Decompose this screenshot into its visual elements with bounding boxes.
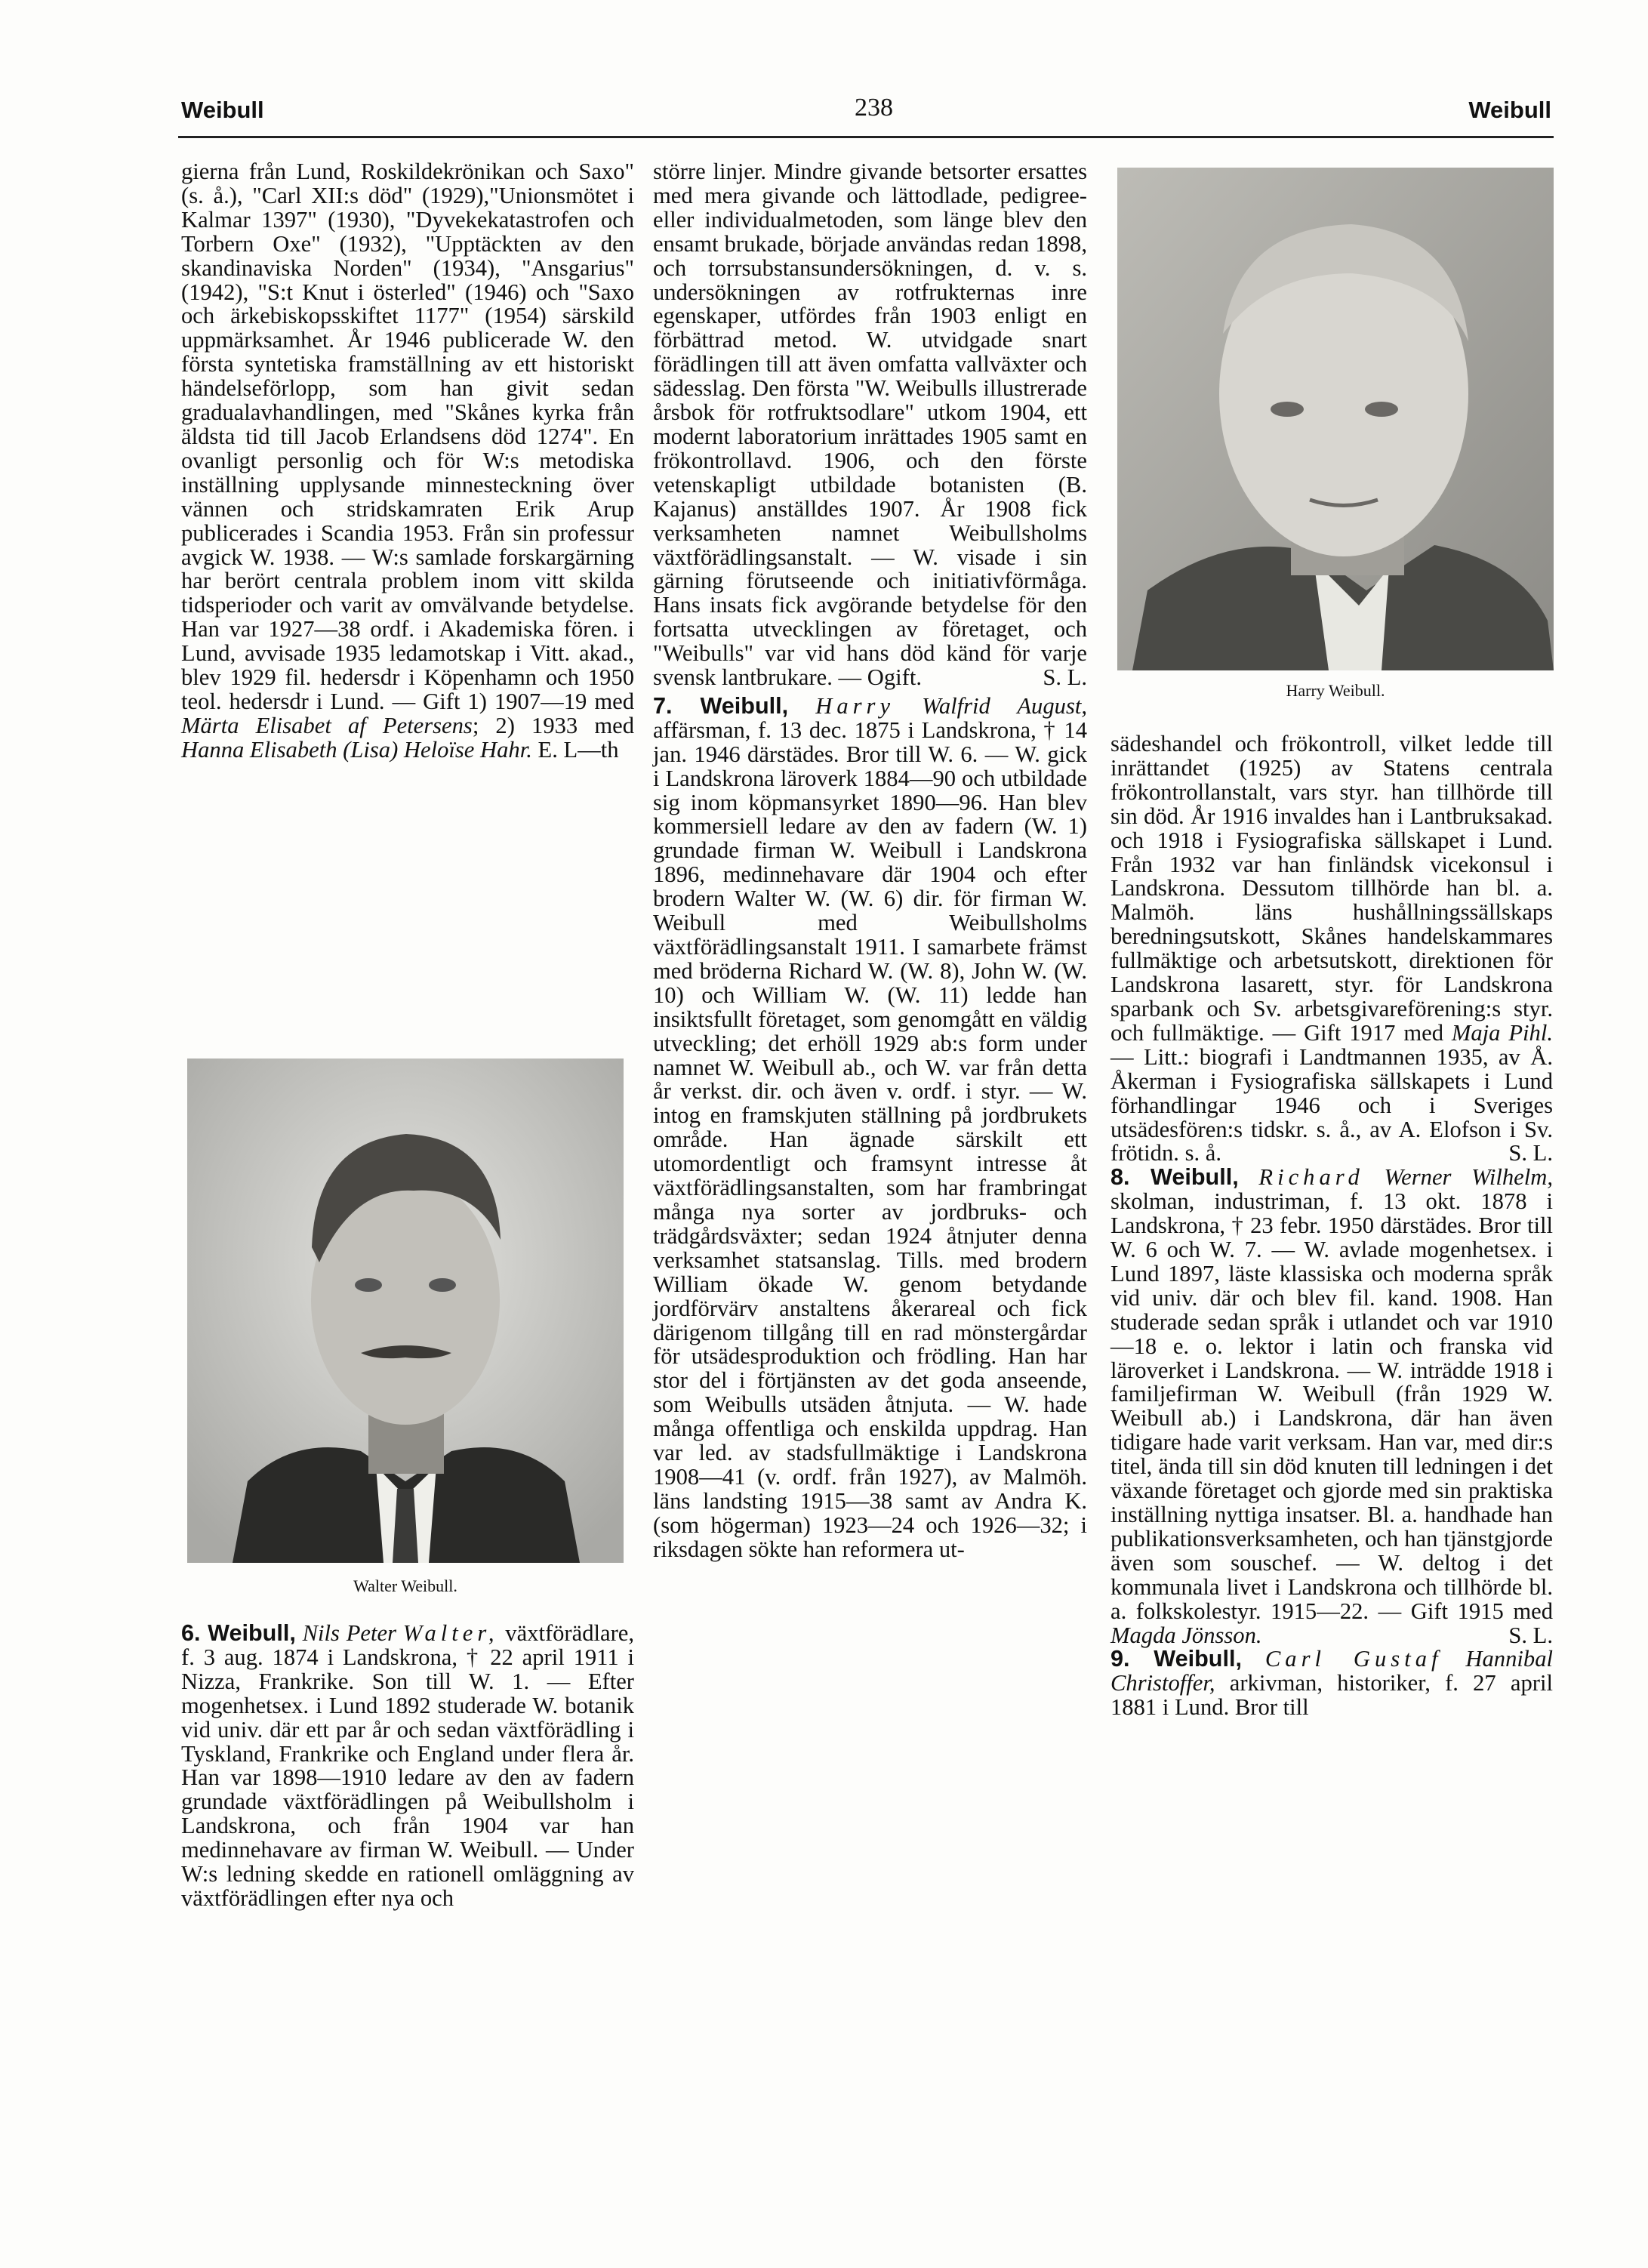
portrait-walter-weibull: [187, 1059, 624, 1563]
signature: S. L.: [1508, 1622, 1553, 1648]
entry-name-callname: Richard: [1258, 1164, 1364, 1191]
entry-6: 6. Weibull, Nils Peter Walter, växtförädlare, f. 3 aug. 1874 i Landskrona, † 22 april 1911 i Nizza, Frankrike. Son till W. 1. — Efter mogenhetsex. i Lund 1892 studerade W. botanik vid univ. där ett par år och sedan växtförädling i Tyskland, Frankrike och England under flera år. Han var 1898—1910 ledare av den av fadern grundade växtförädlingen på Weibullsholm i Landskrona, och från 1904 var han medinnehavare av firman W. Weibull. — Under W:s ledning skedde en rationell omläggning av växtförädlingen efter nya och: [181, 1620, 634, 1911]
spouse-name: Hanna Elisabeth (: [181, 736, 351, 763]
spouse-name: Maja Pihl.: [1451, 1019, 1553, 1046]
caption-walter: Walter Weibull.: [353, 1576, 457, 1595]
column-2: större linjer. Mindre givande betsorter ersattes med mera givande och lättodlade, pedigree- eller individualmetoden, som länge blev den ensamt brukade, började användas redan 1898, och torrsubstansundersökningen, d. v. s. undersökningen av rotfrukternas inre egenskaper, utfördes från 1903 enligt en förbättrad metod. W. utvidgade snart förädlingen till att även omfatta vallväxter och sädesslag. Den första "W. Weibulls illustrerade årsbok för rotfruktsodlare" utkom 1904, ett modernt laboratorium inrättades 1905 samt en frökontrollavd. 1906, och den förste vetenskapligt utbildade botanisten (B. Kajanus) anställdes 1907. År 1908 fick verksamheten namnet Weibullsholms växtförädlingsanstalt. — W. visade i sin gärning förutseende och initiativförmåga. Hans insats fick avgörande betydelse för den fortsatta utvecklingen av företaget, och "Weibulls" var vid hans död känd för varje svensk lantbrukare. — Ogift. S. L. 7. Weibull, Harry Walfrid August, affärsman, f. 13 dec. 1875 i Landskrona, † 14 jan. 1946 därstädes. Bror till W. 6. — W. gick i Landskrona läroverk 1884—90 och utbildade sig inom köpmansyrket 1890—96. Han blev kommersiell ledare av den av fadern (W. 1) grundade firman W. Weibull i Landskrona 1896, medinnehavare där 1904 och efter brodern Walter W. (W. 6) dir. för firman W. Weibull med Weibullsholms växtförädlingsanstalt 1911. I samarbete främst med bröderna Richard W. (W. 8), John W. (W. 10) och William W. (W. 11) ledde han insiktsfullt företaget, som genomgått en väldig utveckling; det erhöll 1929 ab:s form under namnet W. Weibull ab., och W. var från detta år verkst. dir. och även v. ordf. i styr. — W. intog en framskjuten ställning på jordbrukets område. Han ägnade särskilt ett utomordentligt och framsynt intresse åt växtförädlingsanstalten, som har frambringat många nya sorter av jordbruks- och trädgårdsväxter; sedan 1924 åtnjuter denna verksamhet statsanslag. Tills. med brodern William ökade W. genom betydande jordförvärv anstaltens åkerareal och fick därigenom tillgång till en rad mönstergårdar för utsädesproduktion och frödling. Han har stor del i förtjänsten av det goda anseende, som Weibulls utsäden åtnjuta. — W. hade många offentliga och enskilda uppdrag. Han var led. av stadsfullmäktige i Landskrona 1908—41 (v. ordf. från 1927), av Malmöh. läns landsting 1915—38 samt av Andra K. (som högerman) 1923—24 och 1926—32; i riksdagen sökte han reformera ut-: [653, 159, 1087, 1562]
entry-number: 6. Weibull,: [181, 1620, 296, 1646]
header-rule: [178, 136, 1554, 138]
running-head-left: Weibull: [181, 97, 264, 123]
entry-name-callname: Harry: [815, 692, 895, 719]
entry-7: 7. Weibull, Harry Walfrid August, affärsman, f. 13 dec. 1875 i Landskrona, † 14 jan. 1946 därstädes. Bror till W. 6. — W. gick i Landskrona läroverk 1884—90 och utbildade sig inom köpmansyrket 1890—96. Han blev kommersiell ledare av den av fadern (W. 1) grundade firman W. Weibull i Landskrona 1896, medinnehavare där 1904 och efter brodern Walter W. (W. 6) dir. för firman W. Weibull med Weibullsholms växtförädlingsanstalt 1911. I samarbete främst med bröderna Richard W. (W. 8), John W. (W. 10) och William W. (W. 11) ledde han insiktsfullt företaget, som genomgått en väldig utveckling; det erhöll 1929 ab:s form under namnet W. Weibull ab., och W. var från detta år verkst. dir. och även v. ordf. i styr. — W. intog en framskjuten ställning på jordbrukets område. Han ägnade särskilt ett utomordentligt och framsynt intresse åt växtförädlingsanstalten, som har frambringat många nya sorter av jordbruks- och trädgårdsväxter; sedan 1924 åtnjuter denna verksamhet statsanslag. Tills. med brodern William ökade W. genom betydande jordförvärv anstaltens åkerareal och fick därigenom tillgång till en rad mönstergårdar för utsädesproduktion och frödling. Han har stor del i förtjänsten av det goda anseende, som Weibulls utsäden åtnjuta. — W. hade många offentliga och enskilda uppdrag. Han var led. av stadsfullmäktige i Landskrona 1908—41 (v. ordf. från 1927), av Malmöh. läns landsting 1915—38 samt av Andra K. (som högerman) 1923—24 och 1926—32; i riksdagen sökte han reformera ut-: [653, 692, 1087, 1562]
entry-number: 9. Weibull,: [1110, 1646, 1242, 1672]
page-header: [0, 0, 1648, 151]
caption-harry: Harry Weibull.: [1286, 681, 1385, 700]
page-number: 238: [855, 94, 893, 122]
spouse-name: Magda Jönsson.: [1110, 1622, 1262, 1648]
spouse-name: Märta Elisabet af Petersens: [181, 712, 473, 738]
signature: S. L.: [1043, 664, 1087, 691]
entry-name-callname: Carl Gustaf: [1264, 1646, 1443, 1672]
column-3: sädeshandel och frökontroll, vilket ledde till inrättandet (1925) av Statens centrala frökontrollanstalt, vars styr. han tillhörde till sin död. År 1916 invaldes han i Lantbruksakad. och 1918 i Fysiografiska sällskapet i Lund. Från 1932 var han finländsk vicekonsul i Landskrona. Dessutom tillhörde han bl. a. Malmöh. läns hushållningssällskaps beredningsutskott, Skånes handelskammares fullmäktige och arbetsutskott, direktionen för Landskrona lasarett, styr. för Landskrona sparbank och Sv. arbetsgivareförening:s styr. och fullmäktige. — Gift 1917 med Maja Pihl. — Litt.: biografi i Landtmannen 1935, av Å. Åkerman i Fysiografiska sällskapets i Lund förhandlingar 1946 och i Sveriges utsädesfören:s tidskr. s. å., av A. Elofson i Sv. frötidn. s. å. S. L. 8. Weibull, Richard Werner Wilhelm, skolman, industriman, f. 13 okt. 1878 i Landskrona, † 23 febr. 1950 därstädes. Bror till W. 6 och W. 7. — W. avlade mogenhetsex. i Lund 1897, läste klassiska och moderna språk vid univ. där och blev fil. kand. 1908. Han studerade sedan språk i utlandet och var 1910—18 e. o. lektor i latin och franska vid läroverket i Landskrona. — W. inträdde 1918 i familjefirman W. Weibull (från 1929 W. Weibull ab.) i Landskrona, där han även tidigare hade varit verksam. Han var, med dir:s titel, ända till sin död knuten till ledningen i det växande företaget och gjorde med sin praktiska inställning nyttiga insatser. Bl. a. handhade han publikationsverksamheten, och han tjänstgjorde även som souschef. — W. deltog i det kommunala livet i Landskrona och tillhörde bl. a. folkskolestyr. 1915—22. — Gift 1915 med Magda Jönsson. S. L. 9. Weibull, Carl Gustaf Hannibal Christoffer, arkivman, historiker, f. 27 april 1881 i Lund. Bror till: [1110, 731, 1553, 1721]
entry-name: Walfrid August,: [922, 692, 1087, 719]
column-1: [181, 160, 634, 763]
entry-number: 7. Weibull,: [653, 692, 789, 719]
portrait-harry-weibull: [1117, 168, 1554, 670]
entry-name-callname: Walter,: [402, 1620, 499, 1646]
entry-name: Nils Peter: [302, 1620, 396, 1646]
entry-9: 9. Weibull, Carl Gustaf Hannibal Christoffer, arkivman, historiker, f. 27 april 1881 i Lund. Bror till: [1110, 1646, 1553, 1721]
entry-number: 8. Weibull,: [1110, 1164, 1239, 1191]
paragraph-continuation: gierna från Lund, Roskildekrönikan och Saxo" (s. å.), "Carl XII:s död" (1929),"Unionsmötet i Kalmar 1397" (1930), "Dyvekekatastrofen och Torbern Oxe" (1932), "Upptäckten av den skandinaviska Norden" (1934), "Ansgarius" (1942), "S:t Knut i österled" (1946) och "Saxo och ärkebiskopsskiftet 1177" (1954) särskild uppmärksamhet. År 1946 publicerade W. den första syntetiska framställning av ett historiskt händelseförlopp, som han givit sedan gradualavhandlingen, med "Skånes kyrka från äldsta tid till Jacob Erlandsens död 1274". En ovanligt personlig och för W:s metodiska inställning upplysande minnesteckning över vännen och stridskamraten Erik Arup publicerades i Scandia 1953. Från sin professur avgick W. 1938. — W:s samlade forskargärning har berört centrala problem inom vitt skilda tidsperioder och varit av omvälvande betydelse. Han var 1927—38 ordf. i Akademiska fören. i Lund, avvisade 1935 ledamotskap i Vitt. akad., blev 1929 fil. hedersdr i Köpenhamn och 1950 teol. hedersdr i Lund. — Gift 1) 1907—19 med Märta Elisabet af Petersens; 2) 1933 med Hanna Elisabeth (Lisa) Heloïse Hahr. E. L—th: [181, 159, 635, 763]
signature: S. L.: [1508, 1140, 1553, 1166]
running-head-right: Weibull: [1468, 97, 1551, 123]
entry-name: Werner Wilhelm,: [1384, 1164, 1553, 1191]
signature: E. L—th: [531, 736, 619, 763]
entry-name: Hannibal Christoffer,: [1110, 1646, 1553, 1696]
entry-8: 8. Weibull, Richard Werner Wilhelm, skolman, industriman, f. 13 okt. 1878 i Landskrona, † 23 febr. 1950 därstädes. Bror till W. 6 och W. 7. — W. avlade mogenhetsex. i Lund 1897, läste klassiska och moderna språk vid univ. där och blev fil. kand. 1908. Han studerade sedan språk i utlandet och var 1910—18 e. o. lektor i latin och franska vid läroverket i Landskrona. — W. inträdde 1918 i familjefirman W. Weibull (från 1929 W. Weibull ab.) i Landskrona, där han även tidigare hade varit verksam. Han var, med dir:s titel, ända till sin död knuten till ledningen i det växande företaget och gjorde med sin praktiska inställning nyttiga insatser. Bl. a. handhade han publikationsverksamheten, och han tjänstgjorde även som souschef. — W. deltog i det kommunala livet i Landskrona och tillhörde bl. a. folkskolestyr. 1915—22. — Gift 1915 med Magda Jönsson. S. L.: [1110, 1164, 1553, 1648]
